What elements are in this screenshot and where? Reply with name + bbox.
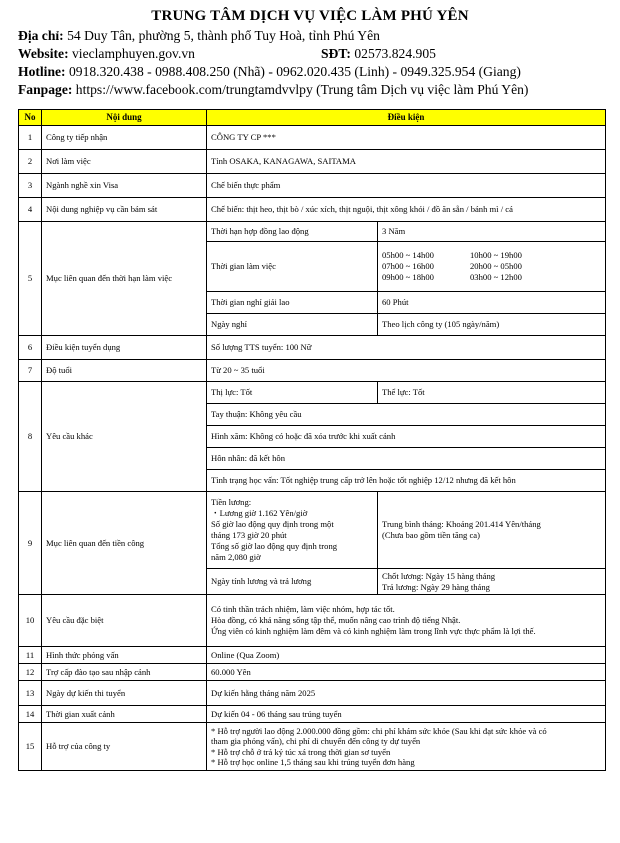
address-value: 54 Duy Tân, phường 5, thành phố Tuy Hoà, tỉnh Phú Yên bbox=[63, 28, 380, 43]
table-row bbox=[19, 595, 606, 647]
row-label: Trợ cấp đào tạo sau nhập cảnh bbox=[42, 664, 207, 681]
row-number: 2 bbox=[19, 150, 42, 174]
row-value: Dự kiến hằng tháng năm 2025 bbox=[207, 681, 606, 706]
row-value: Online (Qua Zoom) bbox=[207, 647, 606, 664]
row-label: Mục liên quan đến thời hạn làm việc bbox=[42, 222, 207, 336]
requirement-line: Hòa đồng, có khả năng sống tập thể, muốn nâng cao trình độ tiếng Nhật. bbox=[211, 615, 461, 625]
row-label: Nơi làm việc bbox=[42, 150, 207, 174]
break-time-value: 60 Phút bbox=[378, 292, 606, 314]
payday-line: Trả lương: Ngày 29 hàng tháng bbox=[382, 581, 490, 592]
salary-line: ・Lương giờ 1.162 Yên/giờ bbox=[211, 508, 308, 518]
table-row bbox=[19, 222, 606, 242]
day-off-value: Theo lịch công ty (105 ngày/năm) bbox=[378, 314, 606, 336]
row-label: Độ tuổi bbox=[42, 360, 207, 382]
shift-item: 09h00 ~ 18h00 bbox=[382, 272, 434, 282]
website-value[interactable]: vieclamphuyen.gov.vn bbox=[68, 46, 195, 61]
phone-block bbox=[321, 45, 436, 63]
row-label: Điều kiện tuyển dụng bbox=[42, 336, 207, 360]
fanpage-label: Fanpage: bbox=[18, 82, 73, 97]
row-label: Công ty tiếp nhận bbox=[42, 126, 207, 150]
shift-item: 05h00 ~ 14h00 bbox=[382, 250, 434, 260]
row-label: Yêu cầu đặc biệt bbox=[42, 595, 207, 647]
table-row bbox=[19, 174, 606, 198]
hotline-line bbox=[18, 63, 620, 81]
row-number: 7 bbox=[19, 360, 42, 382]
row-number: 11 bbox=[19, 647, 42, 664]
special-requirements-cell bbox=[207, 595, 606, 647]
table-row bbox=[19, 198, 606, 222]
row-number: 5 bbox=[19, 222, 42, 336]
company-support-cell bbox=[207, 723, 606, 771]
table-row bbox=[19, 681, 606, 706]
conditions-table bbox=[18, 109, 606, 771]
physical-cell: Thể lực: Tốt bbox=[378, 382, 606, 404]
salary-line: Tổng số giờ lao động quy định trong bbox=[211, 541, 338, 551]
table-row bbox=[19, 647, 606, 664]
hotline-label: Hotline: bbox=[18, 64, 66, 79]
marriage-cell: Hôn nhân: đã kết hôn bbox=[207, 448, 606, 470]
requirement-line: Có tinh thần trách nhiệm, làm việc nhóm, hợp tác tốt. bbox=[211, 604, 395, 614]
payday-line: Chốt lương: Ngày 15 hàng tháng bbox=[382, 570, 496, 581]
table-row bbox=[19, 492, 606, 569]
row-value: Dự kiến 04 - 06 tháng sau trúng tuyển bbox=[207, 706, 606, 723]
salary-line: Tiền lương: bbox=[211, 497, 252, 507]
row-number: 14 bbox=[19, 706, 42, 723]
average-salary-note: (Chưa bao gồm tiền tăng ca) bbox=[382, 530, 480, 540]
row-label: Nội dung nghiệp vụ cần bám sát bbox=[42, 198, 207, 222]
contract-term-label: Thời hạn hợp đồng lao động bbox=[207, 222, 378, 242]
payday-value bbox=[378, 569, 606, 595]
education-cell: Tình trạng học vấn: Tốt nghiệp trung cấp trở lên hoặc tốt nghiệp 12/12 nhưng đã kết hôn bbox=[207, 470, 606, 492]
row-value: Từ 20 ~ 35 tuổi bbox=[207, 360, 606, 382]
table-row bbox=[19, 664, 606, 681]
row-number: 9 bbox=[19, 492, 42, 595]
address-label: Địa chỉ: bbox=[18, 28, 64, 43]
tattoo-cell: Hình xăm: Không có hoặc đã xóa trước khi xuất cảnh bbox=[207, 426, 606, 448]
row-label: Ngành nghề xin Visa bbox=[42, 174, 207, 198]
table-row bbox=[19, 360, 606, 382]
fanpage-value[interactable]: https://www.facebook.com/trungtamdvvlpy (Trung tâm Dịch vụ việc làm Phú Yên) bbox=[72, 82, 529, 97]
average-salary-cell bbox=[378, 492, 606, 569]
sdt-value: 02573.824.905 bbox=[350, 46, 436, 61]
header-content: Nội dung bbox=[42, 110, 207, 126]
row-label: Thời gian xuất cảnh bbox=[42, 706, 207, 723]
fanpage-line bbox=[18, 81, 620, 99]
row-value: Chế biến: thịt heo, thịt bò / xúc xích, thịt nguội, thịt xông khói / đồ ăn sẵn / bánh mì / cá bbox=[207, 198, 606, 222]
header-condition: Điều kiện bbox=[207, 110, 606, 126]
row-number: 15 bbox=[19, 723, 42, 771]
sdt-label: SĐT: bbox=[321, 46, 351, 61]
row-number: 10 bbox=[19, 595, 42, 647]
row-value: Tỉnh OSAKA, KANAGAWA, SAITAMA bbox=[207, 150, 606, 174]
contract-term-value: 3 Năm bbox=[378, 222, 606, 242]
row-label: Mục liên quan đến tiền công bbox=[42, 492, 207, 595]
row-label: Ngày dự kiến thi tuyển bbox=[42, 681, 207, 706]
shift-item: 10h00 ~ 19h00 bbox=[470, 250, 522, 260]
working-hours-label: Thời gian làm việc bbox=[207, 242, 378, 292]
break-time-label: Thời gian nghỉ giải lao bbox=[207, 292, 378, 314]
shift-item: 03h00 ~ 12h00 bbox=[470, 272, 522, 282]
address-line bbox=[18, 27, 620, 45]
table-header-row bbox=[19, 110, 606, 126]
support-line: * Hỗ trợ học online 1,5 tháng sau khi trúng tuyển đơn hàng bbox=[211, 757, 415, 767]
table-row bbox=[19, 150, 606, 174]
page-title: TRUNG TÂM DỊCH VỤ VIỆC LÀM PHÚ YÊN bbox=[151, 8, 469, 24]
row-number: 12 bbox=[19, 664, 42, 681]
row-label: Yêu cầu khác bbox=[42, 382, 207, 492]
row-number: 4 bbox=[19, 198, 42, 222]
day-off-label: Ngày nghỉ bbox=[207, 314, 378, 336]
row-label: Hình thức phỏng vấn bbox=[42, 647, 207, 664]
salary-line: năm 2,080 giờ bbox=[211, 552, 261, 562]
row-number: 6 bbox=[19, 336, 42, 360]
support-line: * Hỗ trợ người lao động 2.000.000 đồng gồm: chi phí khám sức khỏe (Sau khi đạt sức khỏe và có bbox=[211, 725, 547, 736]
support-line: * Hỗ trợ chỗ ở trả ký túc xá trong thời gian sơ tuyển bbox=[211, 746, 391, 757]
row-label: Hỗ trợ của công ty bbox=[42, 723, 207, 771]
header-no: No bbox=[19, 110, 42, 126]
row-number: 13 bbox=[19, 681, 42, 706]
row-number: 8 bbox=[19, 382, 42, 492]
table-row bbox=[19, 723, 606, 771]
table-row bbox=[19, 706, 606, 723]
salary-line: Số giờ lao động quy định trong một bbox=[211, 519, 334, 529]
table-row bbox=[19, 336, 606, 360]
working-hours-value bbox=[378, 242, 606, 292]
handedness-cell: Tay thuận: Không yêu cầu bbox=[207, 404, 606, 426]
salary-cell bbox=[207, 492, 378, 569]
requirement-line: Ứng viên có kinh nghiệm làm đêm và có kinh nghiệm làm trong lĩnh vực thực phẩm là lợi thế. bbox=[211, 626, 536, 636]
website-line bbox=[18, 45, 620, 63]
row-value: CÔNG TY CP *** bbox=[207, 126, 606, 150]
support-line: tham gia phỏng vấn), chi phí di chuyển đến công ty dự tuyển bbox=[211, 736, 421, 746]
vision-cell: Thị lực: Tốt bbox=[207, 382, 378, 404]
shift-grid bbox=[382, 250, 601, 283]
average-salary-line: Trung bình tháng: Khoảng 201.414 Yên/tháng bbox=[382, 519, 541, 529]
row-value: 60.000 Yên bbox=[207, 664, 606, 681]
row-value: Số lượng TTS tuyển: 100 Nữ bbox=[207, 336, 606, 360]
salary-line: tháng 173 giờ 20 phút bbox=[211, 530, 287, 540]
row-value: Chế biến thực phẩm bbox=[207, 174, 606, 198]
row-number: 1 bbox=[19, 126, 42, 150]
payday-label: Ngày tính lương và trả lương bbox=[207, 569, 378, 595]
shift-item: 20h00 ~ 05h00 bbox=[470, 261, 522, 271]
table-row bbox=[19, 382, 606, 404]
website-label: Website: bbox=[18, 46, 69, 61]
hotline-value: 0918.320.438 - 0988.408.250 (Nhã) - 0962.020.435 (Linh) - 0949.325.954 (Giang) bbox=[65, 64, 521, 79]
shift-item: 07h00 ~ 16h00 bbox=[382, 261, 434, 271]
row-number: 3 bbox=[19, 174, 42, 198]
table-row bbox=[19, 126, 606, 150]
